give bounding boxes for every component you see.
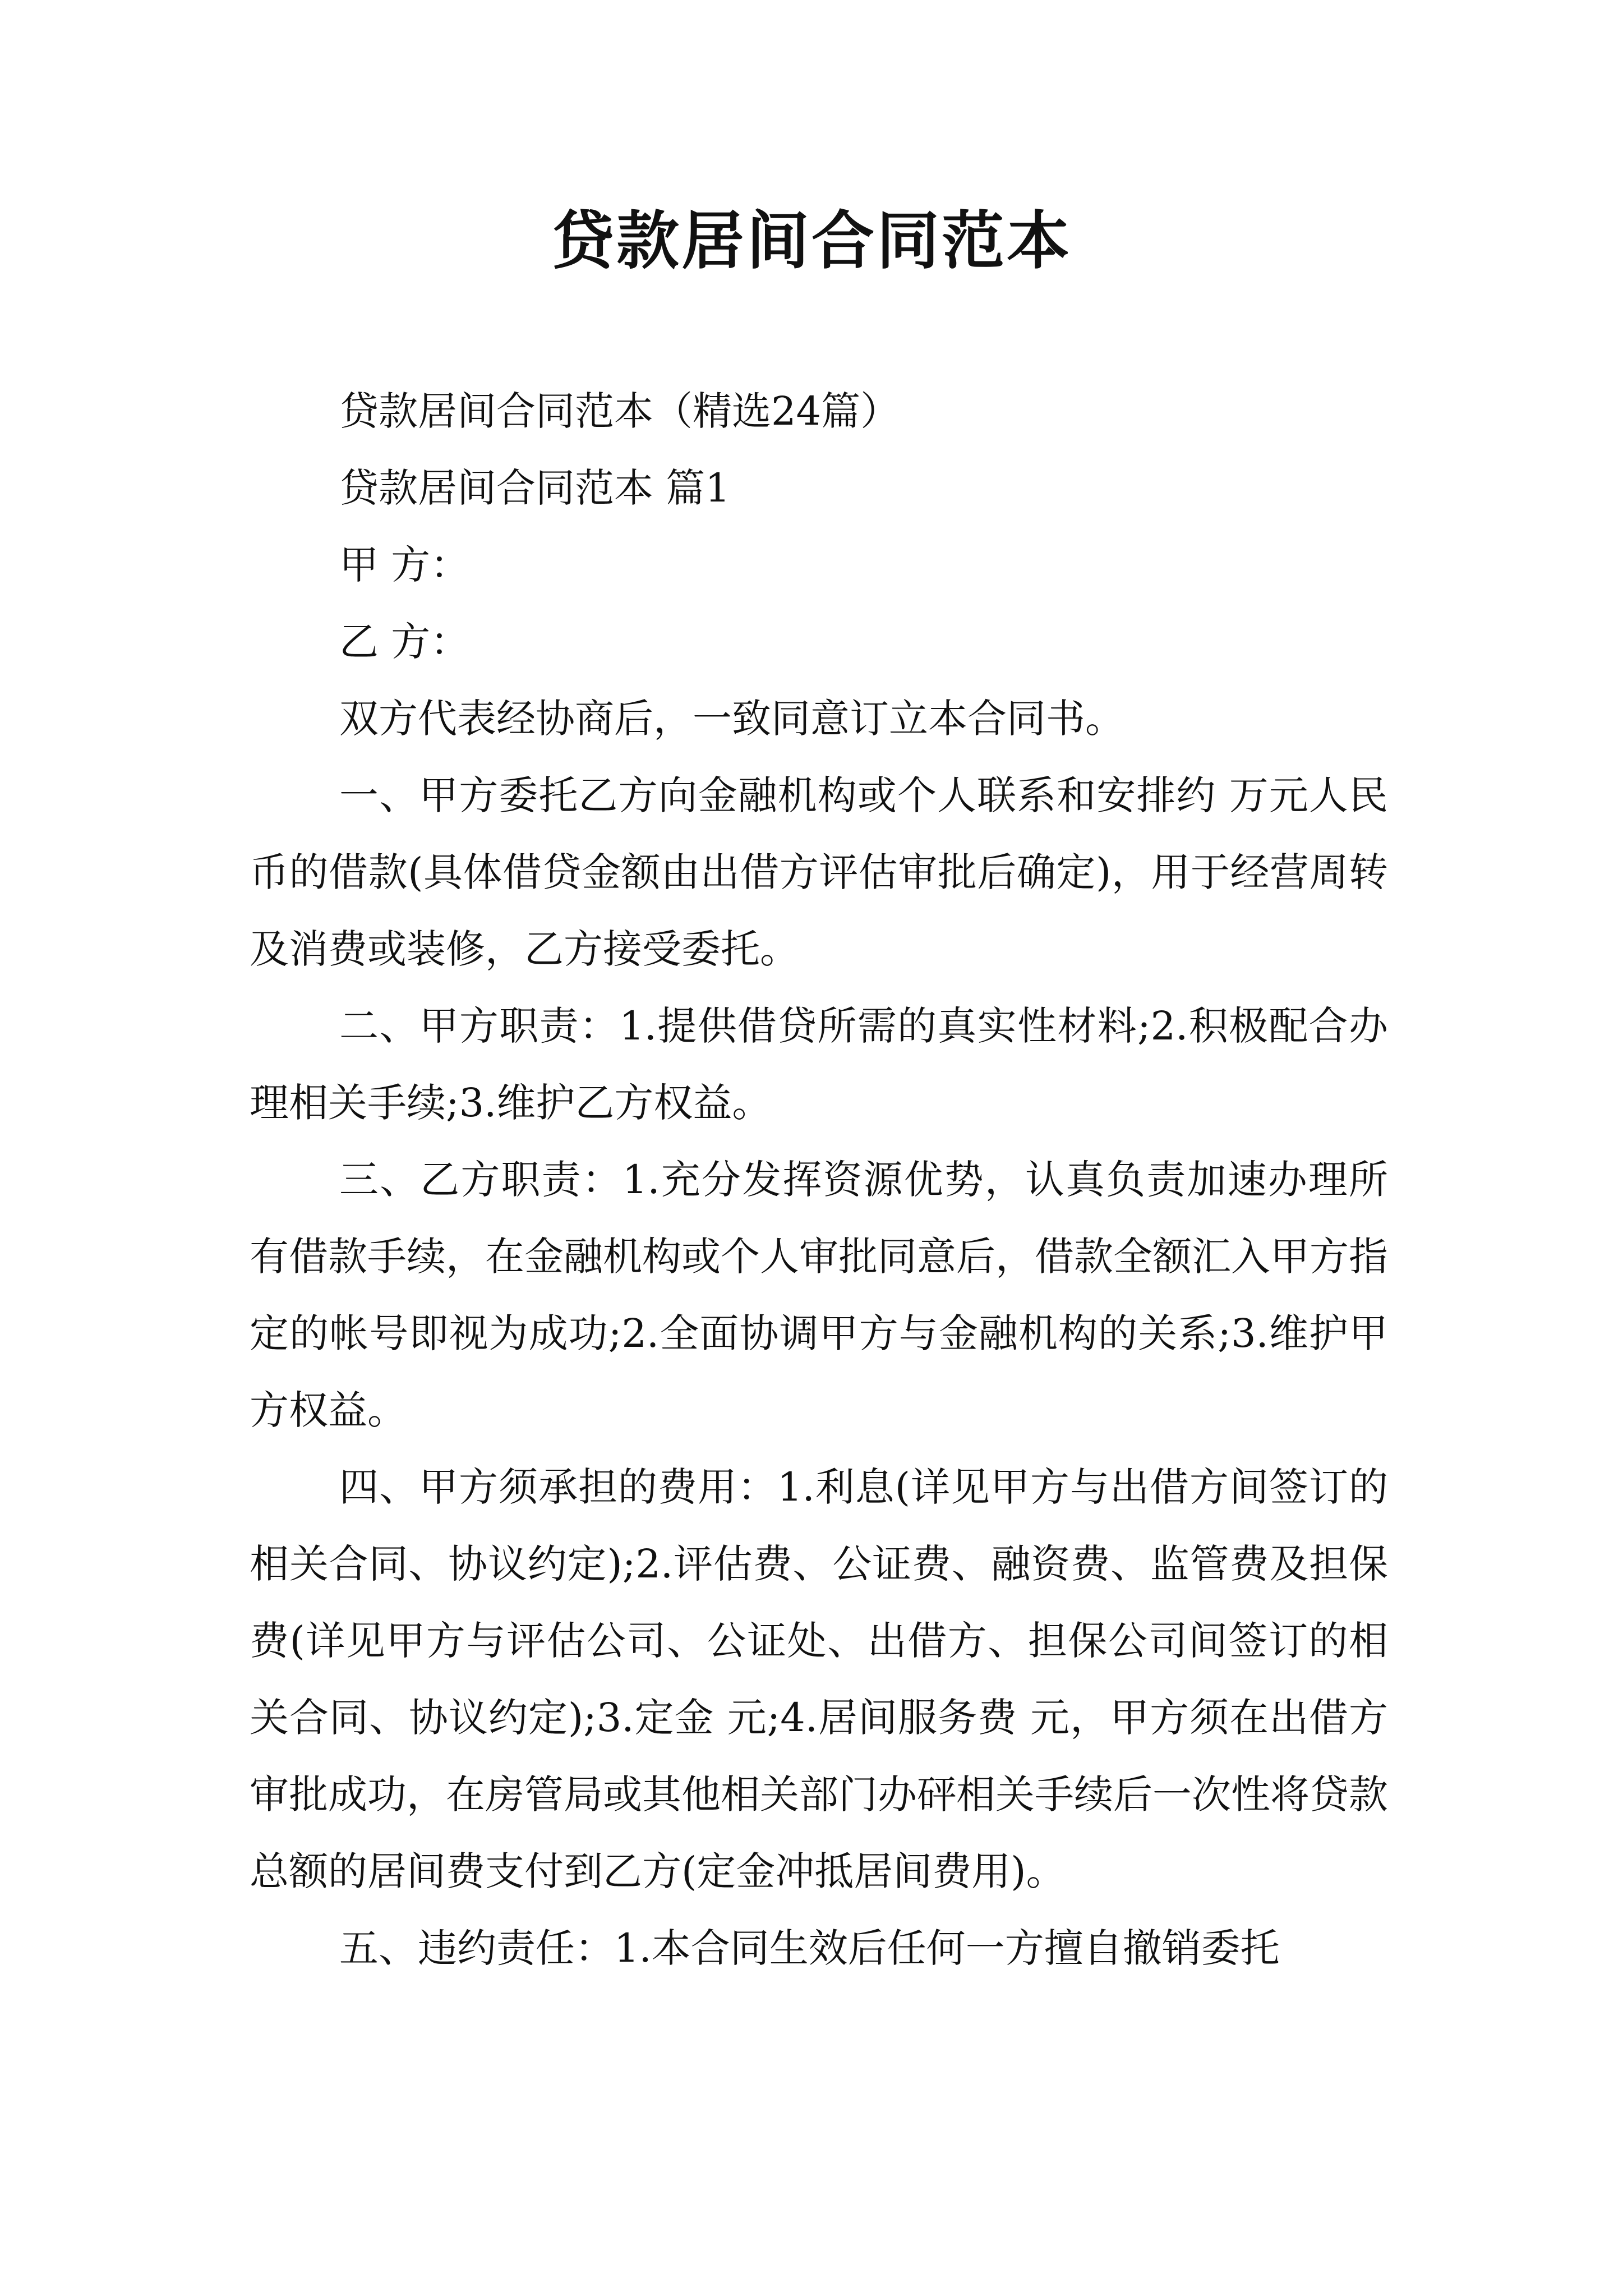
paragraph-clause-4: 四、甲方须承担的费用：1.利息(详见甲方与出借方间签订的相关合同、协议约定);2.评估费、公证费、融资费、监管费及担保费(详见甲方与评估公司、公证处、出借方、担保公司间签订的相关合同、协议约定);3.定金 元;4.居间服务费 元，甲方须在出借方审批成功，在房管局或其他相关部门办砰相关手续后一次性将贷款总额的居间费支付到乙方(定金冲抵居间费用)。 xyxy=(250,1464,1388,1894)
paragraph-party-b: 乙 方： xyxy=(339,619,470,665)
paragraph-clause-5: 五、违约责任：1.本合同生效后任何一方擅自撤销委托 xyxy=(339,1925,1280,1971)
paragraph-clause-3: 三、乙方职责：1.充分发挥资源优势，认真负责加速办理所有借款手续，在金融机构或个人审批同意后，借款全额汇入甲方指定的帐号即视为成功;2.全面协调甲方与金融机构的关系;3.维护甲方权益。 xyxy=(250,1157,1388,1433)
paragraph-section-heading: 贷款居间合同范本 篇1 xyxy=(339,465,730,511)
document-body xyxy=(250,373,1388,1987)
document-title: 贷款居间合同范本 xyxy=(551,204,1072,278)
paragraph-agreement: 双方代表经协商后，一致同意订立本合同书。 xyxy=(339,696,1124,742)
paragraph-clause-1: 一、甲方委托乙方向金融机构或个人联系和安排约 万元人民币的借款(具体借贷金额由出借方评估审批后确定)，用于经营周转及消费或装修，乙方接受委托。 xyxy=(250,772,1388,972)
paragraph-subtitle: 贷款居间合同范本（精选24篇） xyxy=(339,388,900,434)
paragraph-clause-2: 二、甲方职责：1.提供借贷所需的真实性材料;2.积极配合办理相关手续;3.维护乙方权益。 xyxy=(250,1003,1388,1126)
paragraph-party-a: 甲 方： xyxy=(339,542,470,588)
